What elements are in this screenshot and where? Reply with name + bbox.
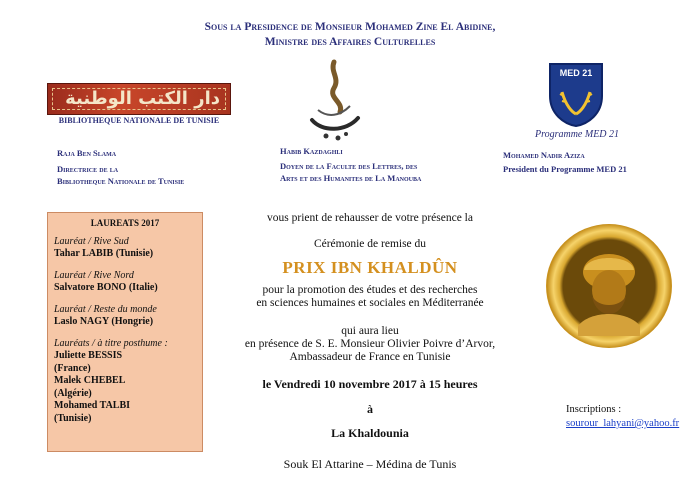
portrait-icon [546, 224, 672, 348]
laureate-country: (Algérie) [54, 387, 92, 399]
left-signatory-title-2: Bibliotheque Nationale de Tunisie [57, 176, 185, 186]
center-signatory-title-1: Doyen de la Faculte des Lettres, des [280, 161, 418, 171]
med21-shield-text: MED 21 [559, 68, 593, 78]
invitation-line-4: en sciences humaines et sociales en Méditerranée [256, 297, 484, 309]
center-signatory-title-2: Arts et des Humanites de La Manouba [280, 173, 422, 183]
right-signatory-name: Mohamed Nadir Aziza [503, 150, 585, 160]
event-at: à [367, 402, 373, 416]
invitation-line-5: qui aura lieu [341, 325, 399, 337]
laureate-group-label: Lauréats / à titre posthume : [54, 337, 168, 349]
laureate-country: (France) [54, 362, 91, 374]
event-date: le Vendredi 10 novembre 2017 à 15 heures [262, 377, 478, 391]
invitation-line-7: Ambassadeur de France en Tunisie [289, 351, 451, 363]
laureate-group-label: Lauréat / Reste du monde [54, 303, 157, 315]
left-signatory-title-1: Directrice de la [57, 164, 119, 174]
national-library-caption: BIBLIOTHEQUE NATIONALE DE TUNISIE [58, 116, 220, 125]
header-line-1: Sous la Presidence de Monsieur Mohamed Zine El Abidine, [204, 21, 496, 33]
national-library-logo [47, 83, 231, 115]
laureate-name: Malek CHEBEL [54, 375, 126, 386]
invitation-line-3: pour la promotion des études et des recherches [262, 284, 478, 296]
laureate-name: Mohamed TALBI [54, 400, 131, 411]
center-signatory-name: Habib Kazdaghli [280, 146, 343, 156]
laureates-title: LAUREATS 2017 [90, 218, 160, 228]
event-address: Souk El Attarine – Médina de Tunis [283, 457, 457, 471]
prize-title: PRIX IBN KHALDÛN [282, 258, 458, 277]
invitation-line-6: en présence de S. E. Monsieur Olivier Poivre d’Arvor, [244, 338, 496, 350]
laureate-name: Laslo NAGY (Hongrie) [54, 316, 154, 327]
ibn-khaldun-portrait-medallion [546, 224, 672, 348]
laureate-name: Tahar LABIB (Tunisie) [54, 248, 154, 259]
invitation-line-1: vous prient de rehausser de votre présence la [267, 212, 473, 224]
event-venue: La Khaldounia [331, 426, 409, 440]
laureates-box [47, 212, 203, 452]
invitation-line-2: Cérémonie de remise du [313, 238, 427, 250]
national-library-arabic-text: دار الكتب الوطنية [65, 88, 220, 109]
inscriptions-label: Inscriptions : [566, 404, 622, 415]
right-signatory-title: President du Programme MED 21 [503, 164, 627, 174]
med21-caption: Programme MED 21 [534, 129, 620, 140]
med21-shield-logo [548, 62, 604, 128]
laureate-group-label: Lauréat / Rive Sud [54, 235, 129, 247]
laureate-group-label: Lauréat / Rive Nord [54, 269, 134, 281]
laureate-name: Juliette BESSIS [54, 350, 123, 361]
laureate-name: Salvatore BONO (Italie) [54, 282, 158, 293]
inscriptions-email-link[interactable]: sourour_lahyani@yahoo.fr [566, 418, 680, 429]
header-line-2: Ministre des Affaires Culturelles [264, 36, 436, 48]
faculty-calligraphy-logo [300, 58, 368, 144]
laureate-country: (Tunisie) [54, 412, 92, 424]
left-signatory-name: Raja Ben Slama [57, 148, 117, 158]
